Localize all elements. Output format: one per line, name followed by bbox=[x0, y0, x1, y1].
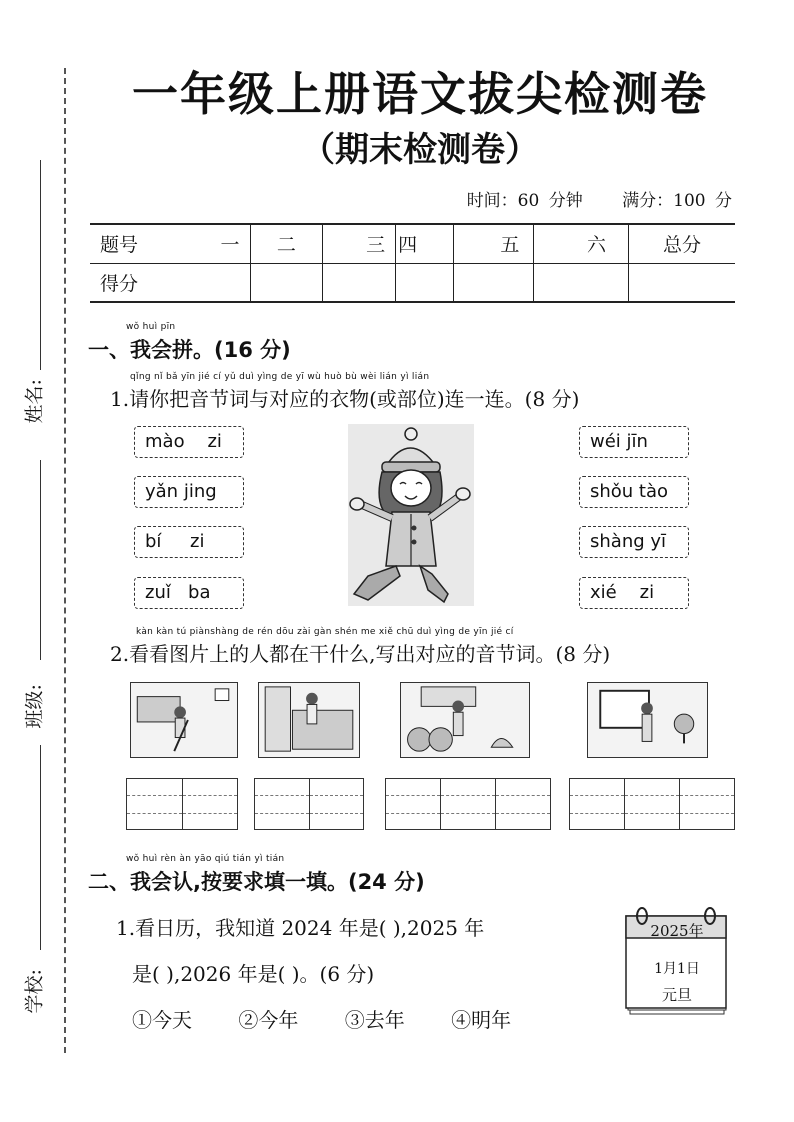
score-table-score-row bbox=[90, 263, 735, 302]
calendar-date: 1月1日 bbox=[654, 961, 700, 977]
exam-full-score: 满分：100 分 bbox=[622, 191, 732, 211]
q1-text: 1.请你把音节词与对应的衣物(或部位)连一连。(8 分) bbox=[110, 387, 580, 411]
score-cell[interactable] bbox=[534, 263, 629, 302]
score-cell[interactable] bbox=[454, 263, 534, 302]
class-label: 班级: bbox=[23, 684, 46, 729]
score-row-label: 得分 bbox=[90, 263, 250, 302]
section1-pinyin: wǒ huì pīn bbox=[126, 322, 176, 332]
s2-q1-line2: 是( ),2026 年是( )。(6 分) bbox=[132, 962, 375, 986]
score-header-cell: 三 bbox=[323, 224, 396, 263]
page-title: 一年级上册语文拔尖检测卷 bbox=[132, 67, 708, 121]
option-2: ②今年 bbox=[238, 1008, 299, 1032]
pinyin-box-shangyi[interactable]: shàng yī bbox=[579, 526, 689, 558]
section1-title: 一、我会拼。(16 分) bbox=[88, 338, 291, 362]
writing-cell[interactable] bbox=[625, 779, 680, 829]
score-table bbox=[90, 223, 735, 303]
picture-cleaning-window bbox=[587, 682, 708, 758]
score-header-cell: 题号 一 bbox=[90, 224, 250, 263]
picture-sweeping-floor bbox=[130, 682, 238, 758]
writing-cell[interactable] bbox=[386, 779, 441, 829]
class-write-line[interactable] bbox=[40, 745, 41, 950]
writing-cell[interactable] bbox=[127, 779, 183, 829]
pinyin-box-bizi[interactable]: bí zi bbox=[134, 526, 244, 558]
binding-dashed-line bbox=[64, 68, 66, 1053]
picture-washing-dishes bbox=[258, 682, 360, 758]
pinyin-box-weijin[interactable]: wéi jīn bbox=[579, 426, 689, 458]
pinyin-box-shoutao[interactable]: shǒu tào bbox=[579, 476, 689, 508]
pinyin-box-xiezi[interactable]: xié zi bbox=[579, 577, 689, 609]
score-header-cell: 二 bbox=[250, 224, 323, 263]
pinyin-box-maozi[interactable]: mào zi bbox=[134, 426, 244, 458]
q2-text: 2.看看图片上的人都在干什么,写出对应的音节词。(8 分) bbox=[110, 642, 611, 666]
calendar-holiday: 元旦 bbox=[661, 986, 692, 1004]
section2-title: 二、我会认,按要求填一填。(24 分) bbox=[88, 870, 425, 894]
option-1: ①今天 bbox=[132, 1008, 192, 1032]
writing-cell[interactable] bbox=[680, 779, 734, 829]
school-label: 学校: bbox=[23, 969, 46, 1014]
s2-q1-options bbox=[132, 1004, 551, 1033]
writing-cell[interactable] bbox=[441, 779, 496, 829]
score-cell[interactable] bbox=[629, 263, 735, 302]
writing-cell[interactable] bbox=[570, 779, 625, 829]
page-subtitle: （期末检测卷） bbox=[301, 130, 539, 170]
calendar-illustration bbox=[624, 906, 730, 1024]
section2-pinyin: wǒ huì rèn àn yāo qiú tián yì tián bbox=[126, 854, 285, 864]
q1-pinyin: qǐng nǐ bǎ yīn jié cí yǔ duì yìng de yī wù huò bù wèi lián yì lián bbox=[130, 372, 430, 382]
writing-grid-3[interactable] bbox=[385, 778, 551, 830]
exam-time: 时间：60 分钟 bbox=[466, 191, 583, 211]
score-cell[interactable] bbox=[323, 263, 396, 302]
writing-cell[interactable] bbox=[496, 779, 550, 829]
writing-cell[interactable] bbox=[255, 779, 310, 829]
girl-illustration bbox=[348, 424, 474, 606]
score-cell[interactable] bbox=[250, 263, 323, 302]
score-header-cell: 总分 bbox=[629, 224, 735, 263]
score-header-cell: 六 bbox=[534, 224, 629, 263]
name-write-line[interactable] bbox=[40, 160, 41, 370]
score-header-cell: 四 bbox=[396, 224, 454, 263]
pinyin-box-zuiba[interactable]: zuǐ ba bbox=[134, 577, 244, 609]
picture-taking-out-trash bbox=[400, 682, 530, 758]
name-write-line-lower bbox=[40, 460, 41, 660]
s2-q1-line1: 1.看日历，我知道 2024 年是( ),2025 年 bbox=[116, 916, 485, 940]
writing-grid-2[interactable] bbox=[254, 778, 364, 830]
q2-pinyin: kàn kàn tú piànshàng de rén dōu zài gàn shén me xiě chū duì yìng de yīn jié cí bbox=[136, 627, 514, 637]
option-4: ④明年 bbox=[451, 1008, 512, 1032]
exam-meta bbox=[467, 186, 732, 211]
name-label: 姓名: bbox=[23, 379, 46, 424]
pinyin-box-yanjing[interactable]: yǎn jing bbox=[134, 476, 244, 508]
calendar-year: 2025年 bbox=[650, 922, 704, 940]
writing-cell[interactable] bbox=[183, 779, 238, 829]
writing-grid-1[interactable] bbox=[126, 778, 238, 830]
score-table-header-row bbox=[90, 224, 735, 263]
writing-grid-4[interactable] bbox=[569, 778, 735, 830]
option-3: ③去年 bbox=[344, 1008, 405, 1032]
writing-cell[interactable] bbox=[310, 779, 364, 829]
score-header-cell: 五 bbox=[454, 224, 534, 263]
score-cell[interactable] bbox=[396, 263, 454, 302]
